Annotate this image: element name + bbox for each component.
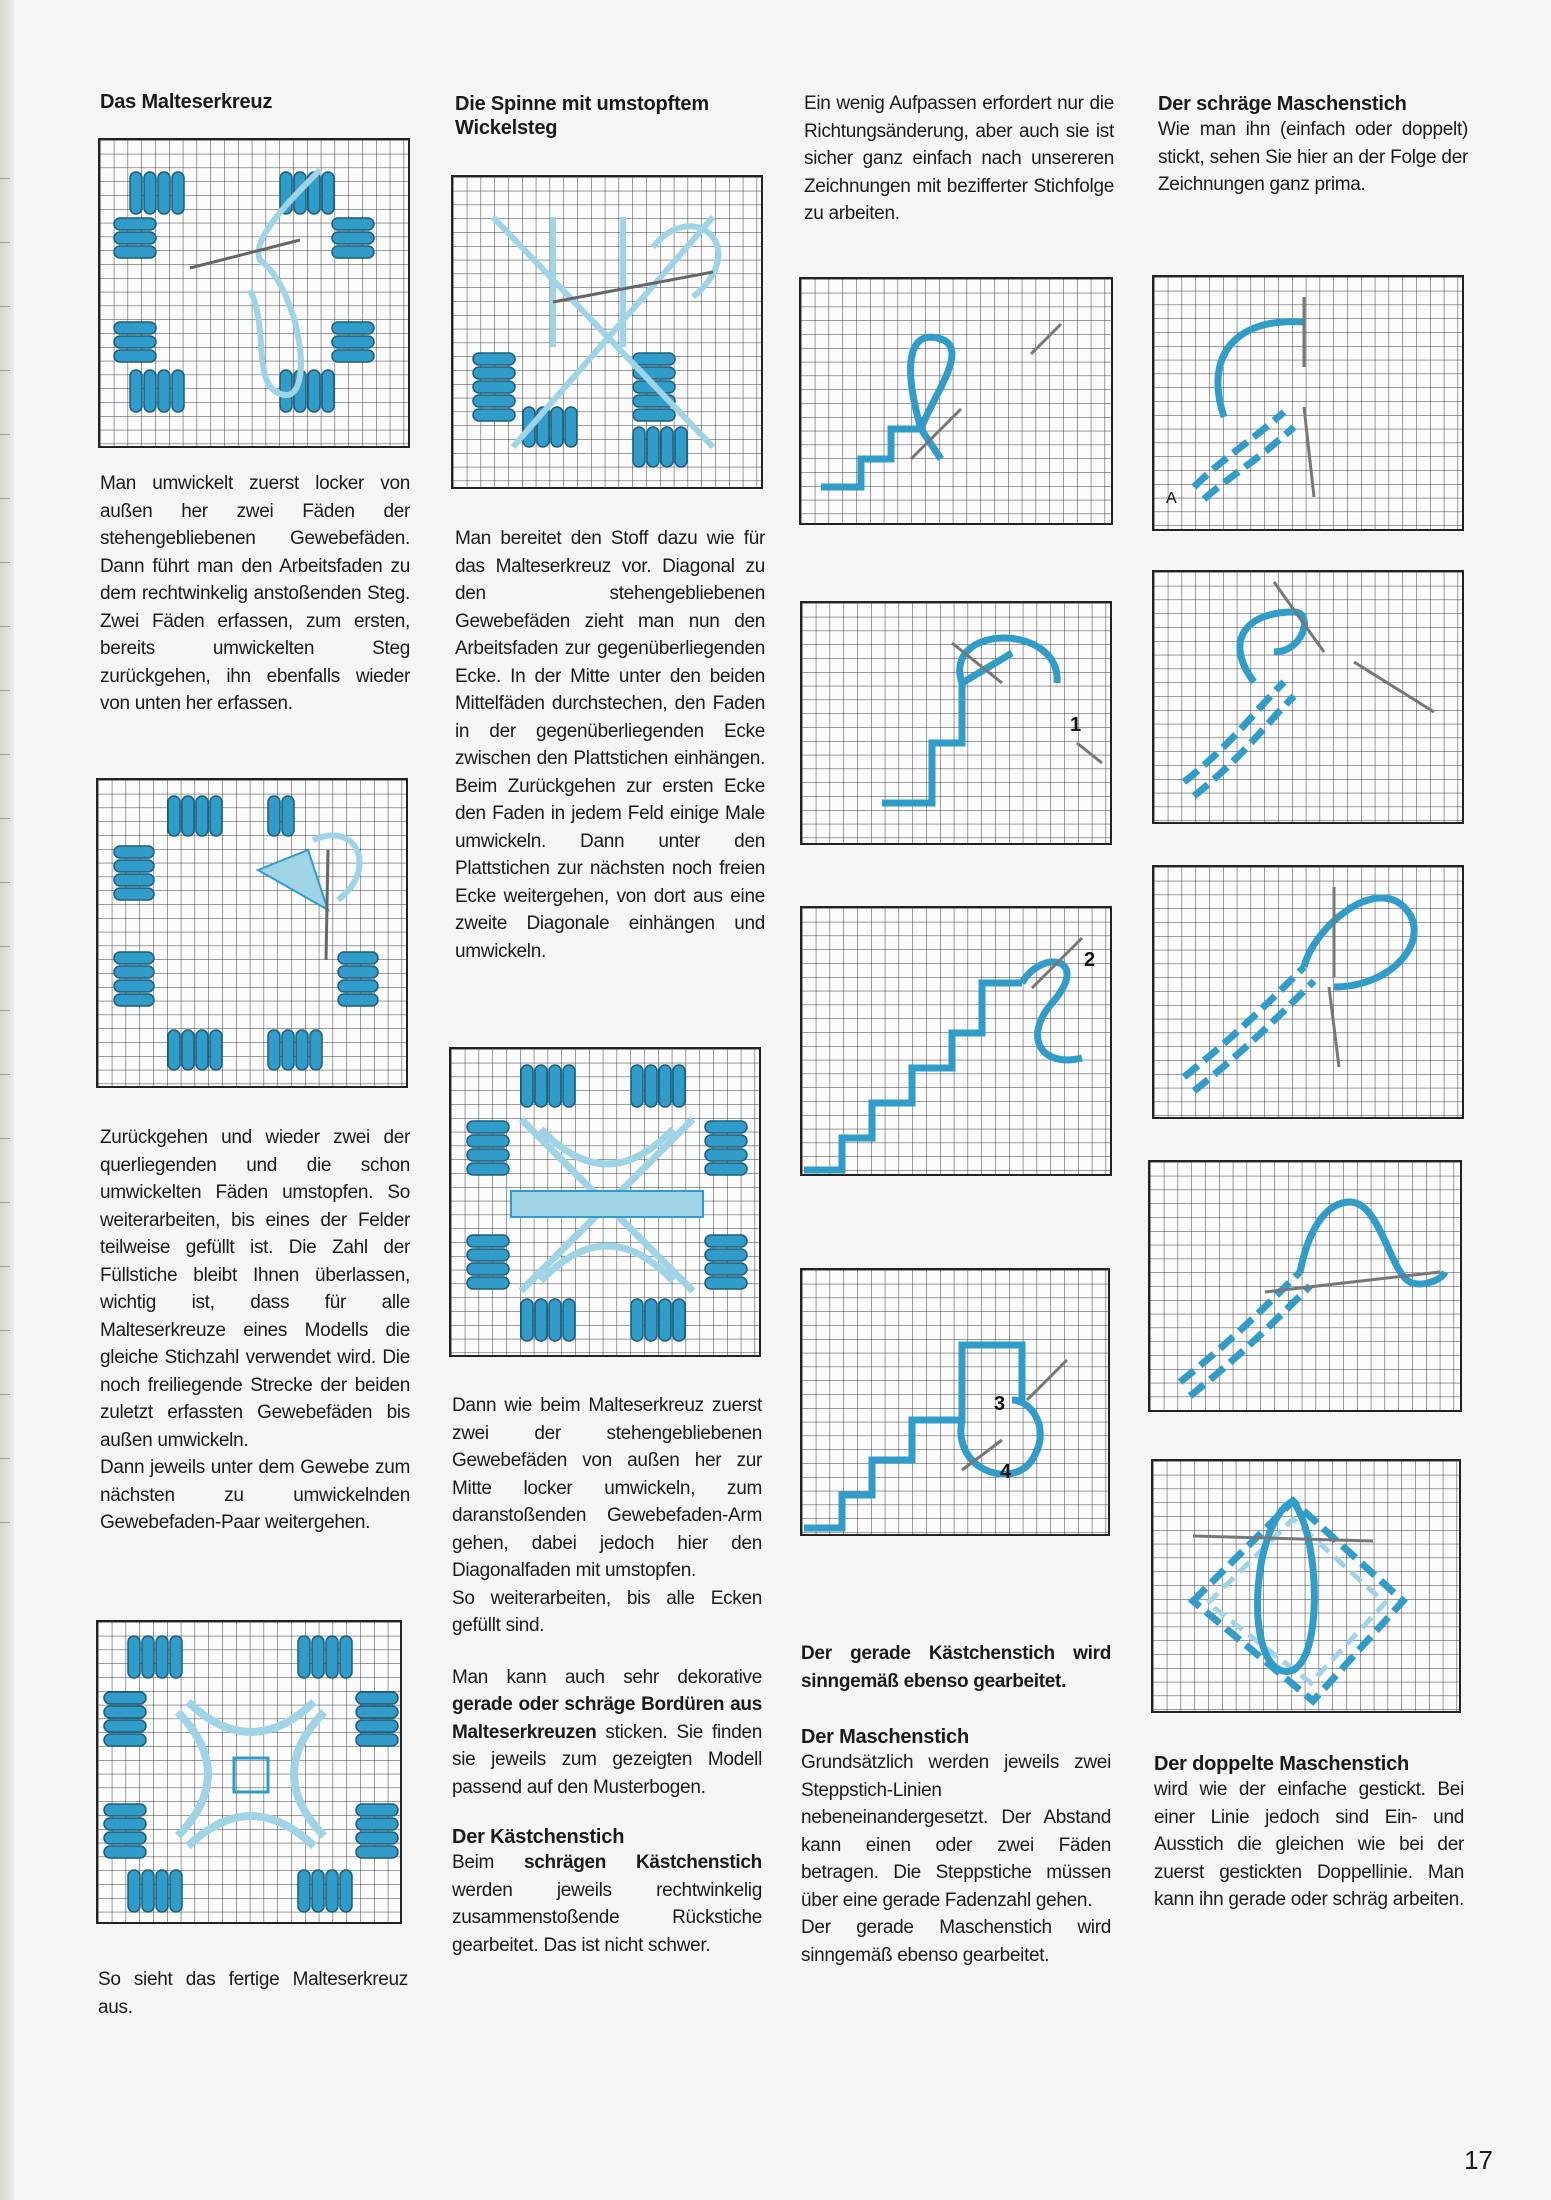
heading-maschenstich: Der Maschenstich — [801, 1726, 969, 1748]
figure-chain-stitch-2 — [1152, 570, 1464, 824]
col3-text-2 — [801, 1640, 1111, 1969]
maltese-step2-drawing — [98, 780, 408, 1088]
spider-finished-drawing — [451, 1049, 761, 1357]
figure-chain-stitch-4 — [1148, 1160, 1462, 1412]
box-stitch-3-drawing — [802, 908, 1112, 1176]
figure-spider-step1 — [451, 175, 763, 489]
col2-p4-part-c: sticken. Sie finden sie jeweils zum gezeigten Modell passend auf den Musterbogen. — [452, 1721, 762, 1798]
chain-stitch-4-drawing — [1150, 1162, 1462, 1412]
col2-paragraph-2: Dann wie beim Malteserkreuz zuerst zwei der stehengebliebenen Gewebefäden von außen her zur Mitte locker umwickeln, zum daranstoßenden Gewebefaden-Arm gehen, dabei jedoch hier den Diagonalfaden mit umstopfen. — [452, 1395, 762, 1581]
figure-box-stitch-1 — [799, 277, 1113, 525]
col2-p5-part-a: Beim — [452, 1852, 525, 1873]
figure-spider-finished — [449, 1047, 761, 1357]
step-number-2: 2 — [1084, 949, 1096, 971]
col3-text-1 — [804, 90, 1114, 228]
heading-malteserkreuz: Das Malteserkreuz — [100, 91, 273, 113]
binding-marks — [0, 160, 10, 1560]
col4-text-2 — [1154, 1752, 1464, 1914]
col2-p4-bold: gerade oder schräge Bordüren aus Malteserkreuzen — [452, 1694, 762, 1743]
figure-box-stitch-3 — [800, 906, 1112, 1176]
double-chain-stitch-drawing — [1153, 1461, 1461, 1713]
heading-kaestchenstich: Der Kästchenstich — [452, 1826, 625, 1848]
figure-maltese-cross-step1 — [98, 138, 410, 448]
heading-spinne: Die Spinne mit umstopftem Wickelsteg — [455, 93, 709, 139]
col2-text-2 — [452, 1392, 762, 1959]
chain-stitch-2-drawing — [1154, 572, 1464, 824]
box-stitch-2-drawing — [802, 603, 1112, 845]
col2-text-1 — [455, 525, 765, 965]
maltese-finished-drawing — [98, 1622, 402, 1924]
col1-paragraph-3: Dann jeweils unter dem Gewebe zum nächsten zu umwickelnden Gewebefaden-Paar weitergehen. — [100, 1457, 410, 1533]
column-schraeger-maschenstich — [1158, 92, 1468, 199]
col2-paragraph-1: Man bereitet den Stoff dazu wie für das Malteserkreuz vor. Diagonal zu den stehengebliebenen Gewebefäden zieht man nun den Arbeitsfaden zur gegenüberliegenden Ecke. In der Mitte unter den beiden Mittelfäden durchstechen, den Faden in der gegenüberliegenden Ecke zwischen den Plattstichen einhängen. Beim Zurückgehen zur ersten Ecke den Faden in jedem Feld einige Male umwickeln. Dann unter den Plattstichen zur nächsten noch freien Ecke weitergehen, von dort aus eine zweite Diagonale einhängen und umwickeln. — [455, 528, 765, 962]
col4-paragraph-2: wird wie der einfache gestickt. Bei einer Linie jedoch sind Ein- und Ausstich die gleichen wie bei der zuerst gestickten Doppellinie. Man kann ihn gerade oder schräg arbeiten. — [1154, 1779, 1465, 1910]
col2-paragraph-4 — [452, 1664, 762, 1802]
col2-p4-part-a: Man kann auch sehr dekorative — [452, 1666, 762, 1688]
heading-schraeger-maschenstich: Der schräge Maschenstich — [1158, 93, 1407, 115]
col3-paragraph-3: Der gerade Maschenstich wird sinngemäß ebenso gearbeitet. — [801, 1917, 1111, 1966]
col4-paragraph-1: Wie man ihn (einfach oder doppelt) stickt, sehen Sie hier an der Folge der Zeichnungen ganz prima. — [1158, 119, 1468, 195]
figure-maltese-cross-step2 — [96, 778, 408, 1088]
col2-p5-part-c: werden jeweils rechtwinkelig zusammenstoßende Rückstiche gearbeitet. Das ist nicht schwer. — [452, 1879, 762, 1956]
heading-doppelter-maschenstich: Der doppelte Maschenstich — [1154, 1753, 1410, 1775]
chain-stitch-3-drawing — [1154, 867, 1464, 1119]
figure-double-chain-stitch — [1151, 1459, 1461, 1713]
step-number-3: 3 — [994, 1393, 1006, 1415]
col1-paragraph-1: Man umwickelt zuerst locker von außen her zwei Fäden der stehengebliebenen Gewebefäden. Dann führt man den Arbeitsfaden zu dem rechtwinkelig anstoßenden Steg. Zwei Fäden erfassen, zum ersten, bereits umwickelten Steg zurückgehen, ihn ebenfalls wieder von unten her erfassen. — [100, 473, 410, 714]
figure-label-a: A — [1166, 490, 1177, 507]
box-stitch-4-drawing — [802, 1270, 1110, 1536]
col2-paragraph-3: So weiterarbeiten, bis alle Ecken gefüllt sind. — [452, 1587, 762, 1636]
box-stitch-1-drawing — [801, 279, 1113, 525]
col3-paragraph-1: Ein wenig Aufpassen erfordert nur die Richtungsänderung, aber auch sie ist sicher ganz einfach nach unsereren Zeichnungen mit bezifferter Stichfolge zu arbeiten. — [804, 93, 1114, 224]
col3-bold-note: Der gerade Kästchenstich wird sinngemäß ebenso gearbeitet. — [801, 1643, 1111, 1692]
col1-text-3 — [98, 1966, 408, 2021]
col1-paragraph-2: Zurückgehen und wieder zwei der querliegenden und die schon umwickelten Fäden umstopfen. So weiterarbeiten, bis eines der Felder teilweise gefüllt ist. Die Zahl der Füllstiche bleibt Ihnen überlassen, wichtig ist, dass für alle Malteserkreuze eines Modells die gleiche Stichzahl verwendet wird. Die noch freiliegende Strecke der beiden zuletzt erfassten Gewebefäden bis außen umwickeln. — [100, 1127, 410, 1451]
figure-maltese-cross-finished — [96, 1620, 402, 1924]
figure-chain-stitch-1 — [1152, 275, 1464, 531]
figure-chain-stitch-3 — [1152, 865, 1464, 1119]
step-number-4: 4 — [1000, 1461, 1012, 1483]
maltese-step1-drawing — [100, 140, 410, 448]
figure-box-stitch-4 — [800, 1268, 1110, 1536]
col2-paragraph-5 — [452, 1849, 762, 1959]
col1-text-1 — [100, 470, 410, 718]
page-number: 17 — [1464, 2145, 1493, 2175]
column-spinne — [455, 92, 765, 140]
step-number-1: 1 — [1070, 714, 1082, 736]
col3-paragraph-2: Grundsätzlich werden jeweils zwei Steppstich-Linien nebeneinandergesetzt. Der Abstand kann einen oder zwei Fäden betragen. Die Steppstiche müssen über eine gerade Fadenzahl gehen. — [801, 1752, 1111, 1911]
col1-text-2 — [100, 1124, 410, 1537]
figure-box-stitch-2 — [800, 601, 1112, 845]
spider-step1-drawing — [453, 177, 763, 489]
col1-paragraph-4: So sieht das fertige Malteserkreuz aus. — [98, 1969, 408, 2018]
column-malteserkreuz — [100, 90, 410, 114]
chain-stitch-1-drawing — [1154, 277, 1464, 531]
col2-p5-bold: schrägen Kästchenstich — [524, 1852, 762, 1873]
